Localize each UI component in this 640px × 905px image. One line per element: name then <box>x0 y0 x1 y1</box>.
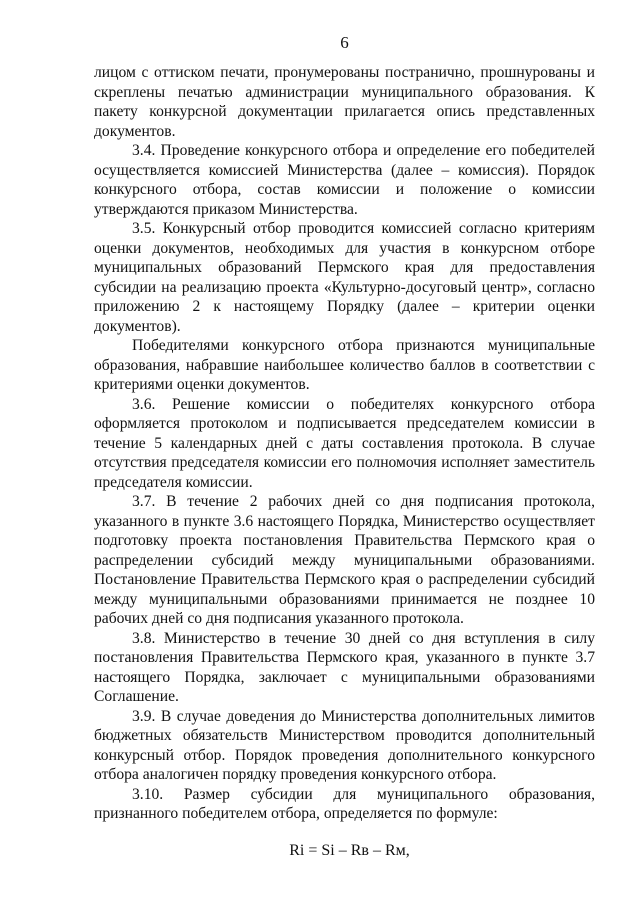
paragraph-3-9: 3.9. В случае доведения до Министерства дополнительных лимитов бюджетных обязательств Министерством проводится дополнительный конкурсный отбор. Порядок проведения дополнительного конкурсного отбора аналогичен порядку проведения конкурсного отбора. <box>94 707 595 783</box>
paragraph-3-6: 3.6. Решение комиссии о победителях конкурсного отбора оформляется протоколом и подписывается председателем комиссии в течение 5 календарных дней с даты составления протокола. В случае отсутствия председателя комиссии его полномочия исполняет заместитель председателя комиссии. <box>94 395 595 491</box>
paragraph-3-5: 3.5. Конкурсный отбор проводится комиссией согласно критериям оценки документов, необходимых для участия в конкурсном отборе муниципальных образований Пермского края для предоставления субсидии на реализацию проекта «Культурно-досуговый центр», согласно приложению 2 к настоящему Порядку (далее – критерии оценки документов). <box>94 220 595 335</box>
paragraph-3-4: 3.4. Проведение конкурсного отбора и определение его победителей осуществляется комиссией Министерства (далее – комиссия). Порядок конкурсного отбора, состав комиссии и положение о комиссии утверждаются приказом Министерства. <box>94 142 595 218</box>
subsidy-formula: Ri = Si – Rв – Rм, <box>289 841 410 859</box>
page-number: 6 <box>340 33 349 52</box>
paragraph-3-10: 3.10. Размер субсидии для муниципального образования, признанного победителем отбора, определяется по формуле: <box>94 785 595 822</box>
paragraph-continuation: лицом с оттиском печати, пронумерованы постранично, прошнурованы и скреплены печатью администрации муниципального образования. К пакету конкурсной документации прилагается опись представленных документов. <box>94 64 595 140</box>
paragraph-3-7: 3.7. В течение 2 рабочих дней со дня подписания протокола, указанного в пункте 3.6 настоящего Порядка, Министерство осуществляет подготовку проекта постановления Правительства Пермского края о распределении субсидий между муниципальными образованиями. Постановление Правительства Пермского края о распределении субсидий между муниципальными образованиями принимается не позднее 10 рабочих дней со дня подписания указанного протокола. <box>94 493 595 627</box>
paragraph-3-8: 3.8. Министерство в течение 30 дней со дня вступления в силу постановления Правительства Пермского края, указанного в пункте 3.7 настоящего Порядка, заключает с муниципальными образованиями Соглашение. <box>94 629 595 705</box>
paragraph-winners: Победителями конкурсного отбора признаются муниципальные образования, набравшие наибольшее количество баллов в соответствии с критериями оценки документов. <box>94 337 595 393</box>
